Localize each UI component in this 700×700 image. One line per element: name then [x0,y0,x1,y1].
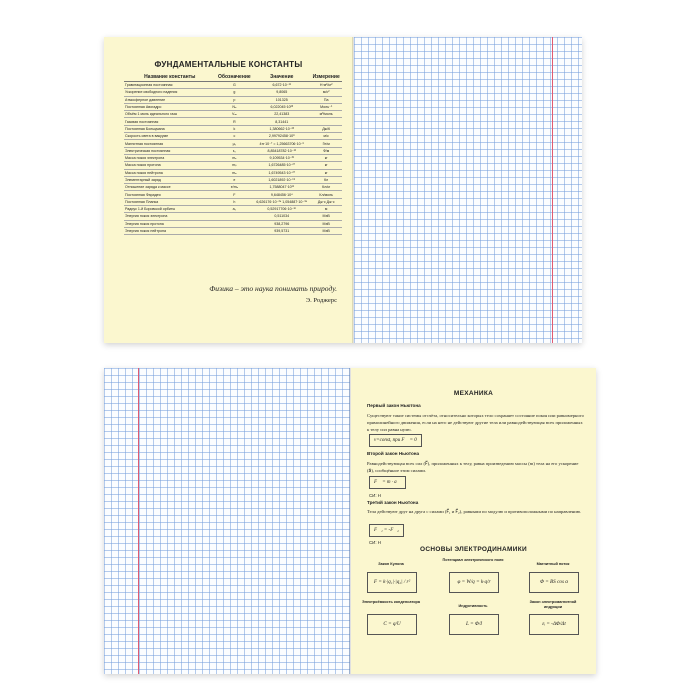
law3-title: Третий закон Ньютона [367,500,419,505]
law1-formula: v=const, при F⃗ = 0 [369,434,422,447]
induction-law-label: Закон электромагнитной индукции [529,600,577,609]
constant-symbol: mₑ [216,154,254,161]
constant-value: 9,8065 [253,89,310,96]
header-value: Значение [253,73,310,82]
constant-unit: МэВ [310,213,342,220]
constant-unit: Кл/кг [310,184,342,191]
constant-symbol: c [216,133,254,140]
constant-row [124,176,342,183]
constant-value: 0,511034 [253,213,310,220]
constant-unit: Дж·с Дж·с [310,198,342,205]
constant-row [124,111,342,118]
constant-symbol: μ₀ [216,140,254,147]
quote-author: Э. Роджерс [305,297,337,304]
constant-symbol: p [216,96,254,103]
constant-value: 1,380662·10⁻²³ [253,125,310,132]
constant-name: Масса покоя протона [124,162,216,169]
constant-unit: кг [310,169,342,176]
inductance-label: Индуктивность [458,604,488,608]
constant-name: Элементарный заряд [124,176,216,183]
law3-formula: F⃗₁ = -F⃗₂ [369,524,404,537]
constant-value: 9,109534·10⁻³¹ [253,154,310,161]
constant-value: 22,41383 [253,111,310,118]
header-name: Название константы [124,73,216,82]
constant-row [124,198,342,205]
constant-unit: МэВ [310,227,342,234]
top-notebook-spread [104,37,582,343]
constant-unit: м [310,206,342,213]
law2-text: Равнодействующая всех сил (F⃗), приложенных к телу, равна произведению массы (m) тела на его ускорение (a⃗), сообщённое этим силами. [367,461,579,473]
constant-name: Радиус 1-й Боровской орбиты [124,206,216,213]
constant-row [124,82,342,89]
physics-quote: Физика – это наука понимать природу. [209,284,337,293]
constant-name: Газовая постоянная [124,118,216,125]
constant-row [124,154,342,161]
potential-label: Потенциал электрического поля [442,558,504,562]
capacitance-label: Электроёмкость конденсатора [362,600,420,604]
constant-symbol [216,213,254,220]
constant-symbol: ε₀ [216,147,254,154]
header-unit: Измерение [310,73,342,82]
constant-row [124,184,342,191]
constant-value: 939,5731 [253,227,310,234]
bottom-notebook-spread [104,368,596,674]
law2-unit: СИ: Н [369,493,381,498]
constant-value: 8,85418782·10⁻¹² [253,147,310,154]
constant-row [124,191,342,198]
constant-symbol: mₙ [216,169,254,176]
bottom-margin-line [138,368,139,674]
constant-name: Скорость света в вакууме [124,133,216,140]
constant-unit: МэВ [310,220,342,227]
law2-title: Второй закон Ньютона [367,451,420,456]
constant-symbol: k [216,125,254,132]
constant-name: Отношение заряда к массе [124,184,216,191]
constant-row [124,213,342,220]
constant-unit: Ф/м [310,147,342,154]
constants-table-body [124,82,342,235]
top-margin-line [552,37,553,343]
capacitance-formula: C = q/U [367,614,417,635]
constant-unit: Гн/м [310,140,342,147]
constant-row [124,169,342,176]
constant-unit: кг [310,162,342,169]
top-grid-page [354,37,582,343]
constant-value: 0,52917706·10⁻¹⁰ [253,206,310,213]
constant-value: 1,6749543·10⁻²⁷ [253,169,310,176]
constant-unit: м/с² [310,89,342,96]
magnetic-flux-formula: Φ = BS cos α [529,572,579,593]
bottom-grid-page [104,368,350,674]
constants-table [124,73,342,235]
constant-row [124,206,342,213]
potential-formula: φ = W/q = k·q/r [449,572,499,593]
constant-row [124,118,342,125]
constant-unit: Па [310,96,342,103]
constant-unit: м³/моль [310,111,342,118]
law1-title: Первый закон Ньютона [367,403,421,408]
constant-symbol: Nₐ [216,103,254,110]
mechanics-title: МЕХАНИКА [453,390,494,397]
constant-symbol: F [216,191,254,198]
constant-row [124,140,342,147]
constant-symbol: g [216,89,254,96]
constant-symbol: e/mₑ [216,184,254,191]
constant-symbol: mₚ [216,162,254,169]
constant-name: Постоянная Больцмана [124,125,216,132]
constant-unit [310,118,342,125]
constant-name: Энергия покоя протона [124,220,216,227]
constant-name: Гравитационная постоянная [124,82,216,89]
constant-row [124,227,342,234]
header-symbol: Обозначение [216,73,254,82]
constants-title: ФУНДАМЕНТАЛЬНЫЕ КОНСТАНТЫ [154,60,303,69]
constant-unit: кг [310,154,342,161]
coulomb-formula: F = k·|q₁|·|q₂| / r² [367,572,417,593]
constant-symbol: G [216,82,254,89]
constant-value: 8,31441 [253,118,310,125]
constant-symbol: h [216,198,254,205]
constant-row [124,96,342,103]
constant-row [124,133,342,140]
constant-row [124,162,342,169]
constant-name: Магнитная постоянная [124,140,216,147]
constant-value: 6,626176·10⁻³⁴ 1,054887·10⁻³⁴ [253,198,310,205]
constant-name: Постоянная Авогадро [124,103,216,110]
constant-value: 1,7588047·10¹¹ [253,184,310,191]
constant-name: Атмосферное давление [124,96,216,103]
coulomb-label: Закон Кулона [378,562,404,566]
constant-unit: Кл [310,176,342,183]
constants-header-row [124,73,342,82]
constant-unit: Н·м²/кг² [310,82,342,89]
law3-unit: СИ: Н [369,540,381,545]
constant-value: 101325 [253,96,310,103]
constant-name: Ускорение свободного падения [124,89,216,96]
constant-unit: Кл/моль [310,191,342,198]
constant-value: 1,6726485·10⁻²⁷ [253,162,310,169]
constant-value: 6,022045·10²³ [253,103,310,110]
constant-symbol: Vₘ [216,111,254,118]
constant-name: Постоянная Планка [124,198,216,205]
constant-row [124,103,342,110]
constant-name: Электрическая постоянная [124,147,216,154]
constant-value: 9,648456·10⁴ [253,191,310,198]
constant-name: Объём 1 моль идеального газа [124,111,216,118]
constant-value: 1,6021892·10⁻¹⁹ [253,176,310,183]
inductance-formula: L = Φ/I [449,614,499,635]
constant-symbol [216,227,254,234]
constant-name: Масса покоя электрона [124,154,216,161]
constant-name: Энергия покоя электрона [124,213,216,220]
mechanics-page [351,368,596,674]
constant-name: Постоянная Фарадея [124,191,216,198]
constant-name: Энергия покоя нейтрона [124,227,216,234]
constant-value: 4π·10⁻⁷ = 1,25663706·10⁻⁶ [253,140,310,147]
constant-unit: м/с [310,133,342,140]
constant-symbol [216,220,254,227]
constants-page [104,37,353,343]
law1-text: Существуют такие системы отсчёта, относительно которых тело сохраняет состояние покоя или равномерного прямолинейного движения, если на него не действуют другие тела или равнодействующая всех приложенных к телу сил равна нулю. [367,413,584,432]
constant-unit: Дж/К [310,125,342,132]
constant-unit: Моль⁻¹ [310,103,342,110]
constant-name: Масса покоя нейтрона [124,169,216,176]
constant-row [124,125,342,132]
electrodynamics-title: ОСНОВЫ ЭЛЕКТРОДИНАМИКИ [420,546,527,553]
law2-formula: F⃗ = m · a⃗ [369,476,406,489]
constant-value: 2,99792458·10⁸ [253,133,310,140]
law3-text: Тела действуют друг на друга с силами (F⃗₁ и F⃗₂), равными по модулю и противоположными по направлению. [367,509,582,514]
magnetic-flux-label: Магнитный поток [536,562,570,566]
constant-value: 938,2796 [253,220,310,227]
constant-value: 6,672·10⁻¹¹ [253,82,310,89]
constant-row [124,147,342,154]
induction-law-formula: εᵢ = -ΔΦ/Δt [529,614,579,635]
constant-row [124,89,342,96]
constant-symbol: a₀ [216,206,254,213]
constant-symbol: R [216,118,254,125]
constant-row [124,220,342,227]
constant-symbol: e [216,176,254,183]
